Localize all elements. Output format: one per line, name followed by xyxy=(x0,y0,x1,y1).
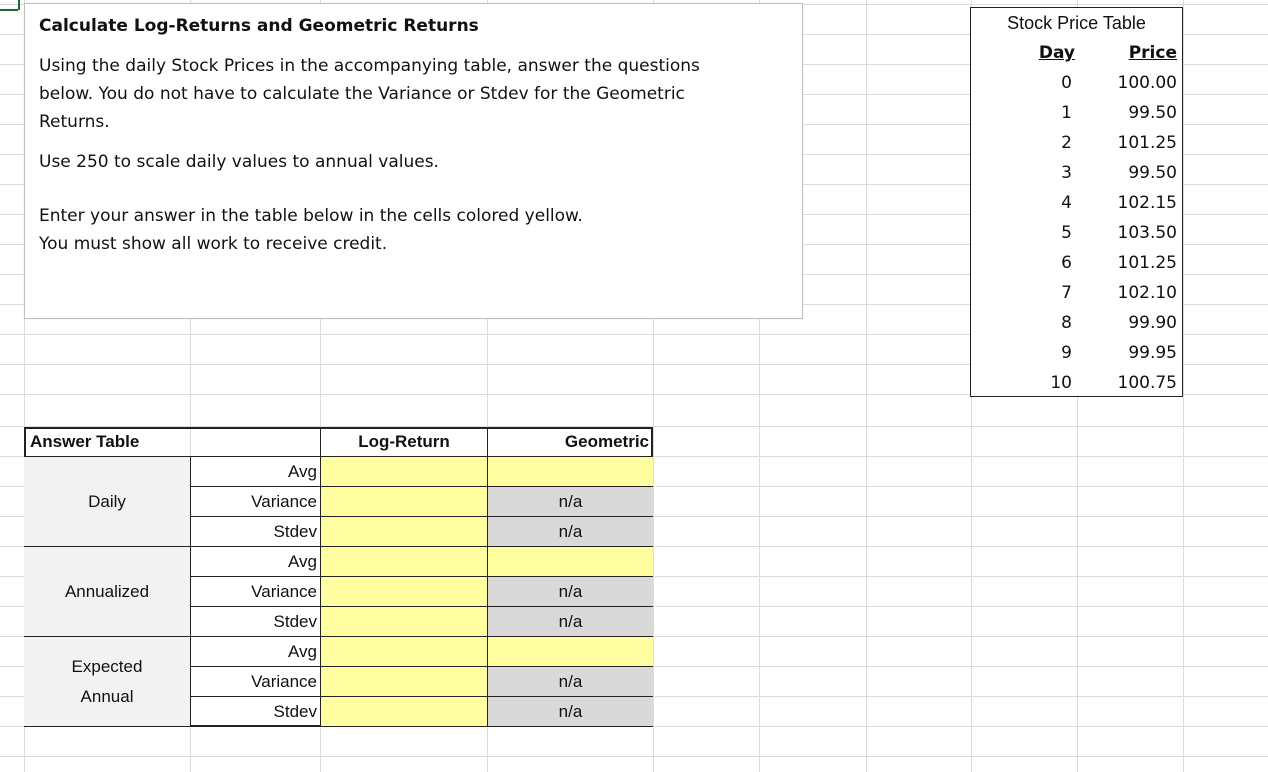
day-cell[interactable]: 9 xyxy=(1061,343,1072,363)
stock-row xyxy=(971,68,1182,98)
metric-label: Stdev xyxy=(190,697,320,727)
metric-label: Stdev xyxy=(190,607,320,637)
group-label-0 xyxy=(24,457,190,547)
price-cell[interactable]: 99.50 xyxy=(1128,163,1177,183)
stock-row xyxy=(971,248,1182,278)
instructions-paragraph-2: Use 250 to scale daily values to annual values. xyxy=(39,152,439,172)
price-cell[interactable]: 101.25 xyxy=(1117,253,1177,273)
group-label-text: Annualized xyxy=(64,581,150,601)
geometric-na-cell[interactable]: n/a xyxy=(487,667,653,697)
geometric-input-cell[interactable] xyxy=(487,457,653,487)
log-return-input-cell[interactable] xyxy=(320,577,487,607)
log-return-input-cell[interactable] xyxy=(320,457,487,487)
price-header[interactable]: Price xyxy=(1128,43,1177,63)
instructions-title: Calculate Log-Returns and Geometric Returns xyxy=(39,16,479,36)
day-cell[interactable]: 4 xyxy=(1061,193,1072,213)
geometric-header: Geometric xyxy=(487,427,653,457)
metric-label: Variance xyxy=(190,487,320,517)
log-return-input-cell[interactable] xyxy=(320,607,487,637)
stock-row xyxy=(971,308,1182,338)
day-header[interactable]: Day xyxy=(1038,43,1075,63)
geometric-na-cell[interactable]: n/a xyxy=(487,577,653,607)
price-cell[interactable]: 99.95 xyxy=(1128,343,1177,363)
stock-row xyxy=(971,278,1182,308)
geometric-input-cell[interactable] xyxy=(487,637,653,667)
day-cell[interactable]: 7 xyxy=(1061,283,1072,303)
log-return-input-cell[interactable] xyxy=(320,697,487,727)
stock-row xyxy=(971,218,1182,248)
log-return-input-cell[interactable] xyxy=(320,637,487,667)
answer-table-title: Answer Table xyxy=(24,427,320,457)
price-cell[interactable]: 100.00 xyxy=(1117,73,1177,93)
day-cell[interactable]: 0 xyxy=(1061,73,1072,93)
log-return-input-cell[interactable] xyxy=(320,487,487,517)
metric-label: Variance xyxy=(190,577,320,607)
day-cell[interactable]: 5 xyxy=(1061,223,1072,243)
metric-label: Stdev xyxy=(190,517,320,547)
price-cell[interactable]: 103.50 xyxy=(1117,223,1177,243)
geometric-input-cell[interactable] xyxy=(487,547,653,577)
group-label-2 xyxy=(24,637,190,727)
day-cell[interactable]: 1 xyxy=(1061,103,1072,123)
day-cell[interactable]: 6 xyxy=(1061,253,1072,273)
geometric-na-cell[interactable]: n/a xyxy=(487,487,653,517)
geometric-na-cell[interactable]: n/a xyxy=(487,607,653,637)
stock-row xyxy=(971,98,1182,128)
metric-label: Avg xyxy=(190,637,320,667)
price-cell[interactable]: 99.90 xyxy=(1128,313,1177,333)
instructions-textbox[interactable] xyxy=(24,3,803,319)
metric-label: Variance xyxy=(190,667,320,697)
log-return-input-cell[interactable] xyxy=(320,547,487,577)
instructions-paragraph-1: Using the daily Stock Prices in the accompanying table, answer the questions below. You do not have to calculate the Variance or Stdev for the Geometric Returns. xyxy=(39,56,700,132)
metric-label: Avg xyxy=(190,547,320,577)
instructions-paragraph-4: You must show all work to receive credit. xyxy=(39,234,388,254)
price-cell[interactable]: 102.15 xyxy=(1117,193,1177,213)
stock-row xyxy=(971,158,1182,188)
day-cell[interactable]: 2 xyxy=(1061,133,1072,153)
log-return-input-cell[interactable] xyxy=(320,667,487,697)
day-cell[interactable]: 3 xyxy=(1061,163,1072,183)
instructions-paragraph-3: Enter your answer in the table below in the cells colored yellow. xyxy=(39,206,583,226)
stock-row xyxy=(971,188,1182,218)
group-label-text-2: Annual xyxy=(80,686,134,706)
grid-col-line xyxy=(866,0,867,772)
metric-label: Avg xyxy=(190,457,320,487)
stock-row xyxy=(971,338,1182,368)
selection-indicator-edge xyxy=(18,0,20,10)
group-label-1 xyxy=(24,547,190,637)
day-cell[interactable]: 8 xyxy=(1061,313,1072,333)
log-return-header: Log-Return xyxy=(320,427,487,457)
price-cell[interactable]: 100.75 xyxy=(1117,373,1177,393)
day-cell[interactable]: 10 xyxy=(1050,373,1072,393)
group-label-text: Expected xyxy=(71,656,143,676)
price-cell[interactable]: 99.50 xyxy=(1128,103,1177,123)
geometric-na-cell[interactable]: n/a xyxy=(487,697,653,727)
geometric-na-cell[interactable]: n/a xyxy=(487,517,653,547)
price-cell[interactable]: 101.25 xyxy=(1117,133,1177,153)
grid-col-line xyxy=(1183,0,1184,772)
stock-row xyxy=(971,128,1182,158)
log-return-input-cell[interactable] xyxy=(320,517,487,547)
selection-indicator xyxy=(0,9,18,11)
stock-row xyxy=(971,368,1182,398)
group-label-text: Daily xyxy=(88,491,126,511)
stock-table-title: Stock Price Table xyxy=(1007,13,1146,33)
price-cell[interactable]: 102.10 xyxy=(1117,283,1177,303)
stock-price-table xyxy=(970,7,1183,397)
